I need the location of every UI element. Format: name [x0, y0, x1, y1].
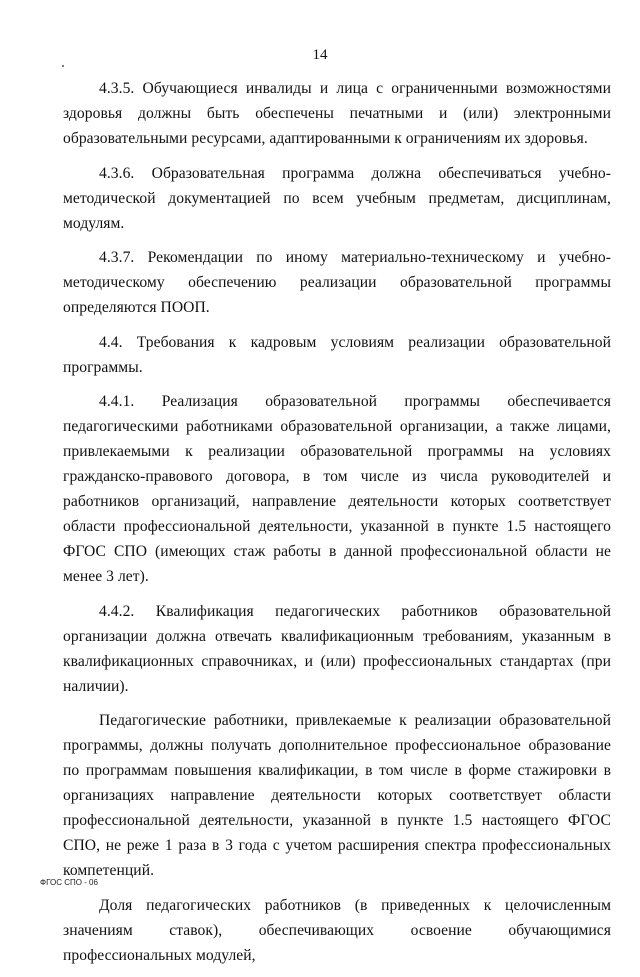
paragraph-4-4-1: 4.4.1. Реализация образовательной программы обеспечивается педагогическими работниками образовательной организации, а также лицами, привлекаемыми к реализации образовательной программы на условиях гражданско-правового договора, в том числе из числа руководителей и работников организаций, направление деятельности которых соответствует области профессиональной деятельности, указанной в пункте 1.5 настоящего ФГОС СПО (имеющих стаж работы в данной профессиональной области не менее 3 лет). — [63, 393, 611, 585]
paragraph-teachers-share: Доля педагогических работников (в приведенных к целочисленным значениям ставок), обеспечивающих освоение обучающимися профессиональных модулей, — [63, 896, 611, 964]
paragraph-4-4: 4.4. Требования к кадровым условиям реализации образовательной программы. — [63, 333, 611, 376]
page-number: 14 — [312, 47, 328, 63]
paragraph-4-4-2: 4.4.2. Квалификация педагогических работников образовательной организации должна отвечать квалификационным требованиям, указанным в квалификационных справочниках, и (или) профессиональных стандартах (при наличии). — [63, 602, 611, 695]
paragraph-4-3-7: 4.3.7. Рекомендации по иному материально-техническому и учебно-методическому обеспечению реализации образовательной программы определяются ПООП. — [63, 249, 611, 316]
paragraph-teachers-training: Педагогические работники, привлекаемые к реализации образовательной программы, должны получать дополнительное профессиональное образование по программам повышения квалификации, в том числе в форме стажировки в организациях направление деятельности которых соответствует области профессиональной деятельности, указанной в пункте 1.5 настоящего ФГОС СПО, не реже 1 раза в 3 года с учетом расширения спектра профессиональных компетенций. — [63, 712, 611, 879]
footer-doc-code: ФГОС СПО - 06 — [40, 878, 98, 887]
paragraph-4-3-5: 4.3.5. Обучающиеся инвалиды и лица с ограниченными возможностями здоровья должны быть обеспечены печатными и (или) электронными образовательными ресурсами, адаптированными к ограничениям их здоровья. — [63, 80, 611, 147]
document-body — [63, 76, 611, 977]
scan-speck — [62, 65, 64, 67]
paragraph-4-3-6: 4.3.6. Образовательная программа должна обеспечиваться учебно-методической документацией по всем учебным предметам, дисциплинам, модулям. — [63, 164, 611, 232]
